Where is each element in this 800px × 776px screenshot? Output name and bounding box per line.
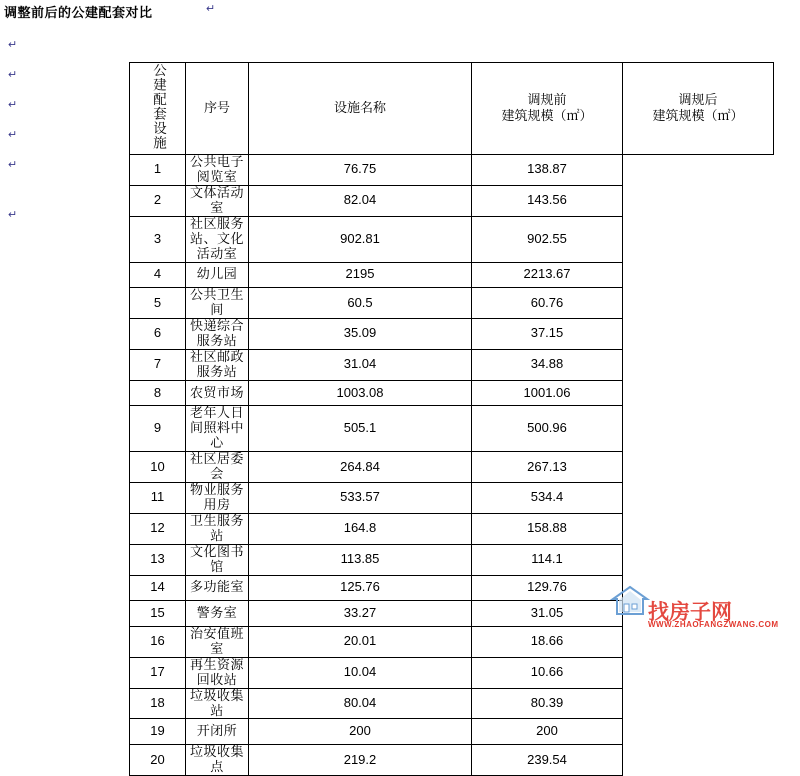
cell-name: 社区邮政服务站	[186, 349, 249, 380]
cell-name: 垃圾收集站	[186, 688, 249, 719]
cell-after: 1001.06	[472, 380, 623, 406]
cell-no: 14	[130, 575, 186, 601]
cell-no: 9	[130, 406, 186, 452]
paragraph-mark: ↵	[8, 69, 18, 81]
cell-no: 12	[130, 513, 186, 544]
cell-no: 11	[130, 483, 186, 514]
header-before-line2: 建筑规模（㎡）	[501, 108, 593, 124]
cell-no: 16	[130, 626, 186, 657]
header-after-line1: 调规后	[678, 91, 718, 107]
cell-name: 社区服务站、文化活动室	[186, 216, 249, 262]
cell-after: 31.05	[472, 601, 623, 627]
cell-after: 200	[472, 719, 623, 745]
cell-before: 80.04	[249, 688, 472, 719]
cell-before: 505.1	[249, 406, 472, 452]
header-before-line1: 调规前	[527, 91, 567, 107]
cell-name: 警务室	[186, 601, 249, 627]
table-row	[130, 544, 774, 575]
cell-no: 5	[130, 288, 186, 319]
cell-before: 200	[249, 719, 472, 745]
cell-after: 129.76	[472, 575, 623, 601]
table-row	[130, 380, 774, 406]
cell-name: 老年人日间照料中心	[186, 406, 249, 452]
cell-before: 219.2	[249, 745, 472, 776]
cell-no: 15	[130, 601, 186, 627]
cell-after: 267.13	[472, 452, 623, 483]
cell-after: 80.39	[472, 688, 623, 719]
cell-name: 物业服务用房	[186, 483, 249, 514]
cell-after: 37.15	[472, 318, 623, 349]
cell-after: 114.1	[472, 544, 623, 575]
cell-name: 多功能室	[186, 575, 249, 601]
cell-before: 35.09	[249, 318, 472, 349]
table-row	[130, 719, 774, 745]
cell-after: 534.4	[472, 483, 623, 514]
cell-after: 500.96	[472, 406, 623, 452]
cell-after: 143.56	[472, 185, 623, 216]
cell-before: 264.84	[249, 452, 472, 483]
table-row	[130, 657, 774, 688]
cell-no: 4	[130, 262, 186, 288]
cell-after: 10.66	[472, 657, 623, 688]
cell-name: 公共卫生间	[186, 288, 249, 319]
paragraph-mark: ↵	[8, 99, 18, 111]
cell-name: 农贸市场	[186, 380, 249, 406]
cell-name: 文化图书馆	[186, 544, 249, 575]
table-row	[130, 288, 774, 319]
table-row	[130, 185, 774, 216]
cell-before: 10.04	[249, 657, 472, 688]
table-row	[130, 688, 774, 719]
cell-before: 1003.08	[249, 380, 472, 406]
cell-name: 治安值班室	[186, 626, 249, 657]
header-name: 设施名称	[249, 63, 472, 155]
cell-before: 2195	[249, 262, 472, 288]
table-header	[130, 63, 774, 155]
paragraph-mark: ↵	[8, 39, 18, 51]
cell-after: 239.54	[472, 745, 623, 776]
cell-no: 18	[130, 688, 186, 719]
cell-before: 533.57	[249, 483, 472, 514]
header-no: 序号	[186, 63, 249, 155]
table-row	[130, 513, 774, 544]
header-after	[623, 63, 774, 155]
cell-before: 164.8	[249, 513, 472, 544]
cell-no: 7	[130, 349, 186, 380]
header-before	[472, 63, 623, 155]
table-row	[130, 452, 774, 483]
cell-no: 3	[130, 216, 186, 262]
cell-after: 34.88	[472, 349, 623, 380]
page-title: 调整前后的公建配套对比	[4, 5, 153, 20]
table-row	[130, 318, 774, 349]
cell-before: 60.5	[249, 288, 472, 319]
cell-name: 卫生服务站	[186, 513, 249, 544]
table-row	[130, 406, 774, 452]
table-row	[130, 601, 774, 627]
cell-after: 18.66	[472, 626, 623, 657]
cell-name: 快递综合服务站	[186, 318, 249, 349]
watermark-subtext: WWW.ZHAOFANGZWANG.COM	[648, 620, 779, 629]
cell-before: 125.76	[249, 575, 472, 601]
cell-name: 再生资源回收站	[186, 657, 249, 688]
cell-no: 17	[130, 657, 186, 688]
cell-no: 13	[130, 544, 186, 575]
paragraph-mark: ↵	[8, 209, 18, 221]
cell-no: 6	[130, 318, 186, 349]
watermark-text: 找房子网	[648, 601, 732, 624]
cell-name: 公共电子阅览室	[186, 154, 249, 185]
table-header-row	[130, 63, 774, 155]
paragraph-mark: ↵	[8, 129, 18, 141]
table-row	[130, 262, 774, 288]
row-group-label-text: 公建配套设施	[150, 63, 166, 150]
cell-before: 76.75	[249, 154, 472, 185]
paragraph-mark: ↵	[206, 3, 216, 15]
table-row	[130, 575, 774, 601]
cell-after: 2213.67	[472, 262, 623, 288]
table-body	[130, 154, 774, 775]
cell-before: 33.27	[249, 601, 472, 627]
cell-name: 开闭所	[186, 719, 249, 745]
table-row	[130, 349, 774, 380]
table-row	[130, 745, 774, 776]
cell-after: 158.88	[472, 513, 623, 544]
table-row	[130, 626, 774, 657]
cell-before: 20.01	[249, 626, 472, 657]
cell-name: 垃圾收集点	[186, 745, 249, 776]
cell-no: 8	[130, 380, 186, 406]
cell-after: 60.76	[472, 288, 623, 319]
table-row	[130, 154, 774, 185]
cell-no: 10	[130, 452, 186, 483]
cell-name: 文体活动室	[186, 185, 249, 216]
paragraph-mark: ↵	[8, 159, 18, 171]
cell-after: 138.87	[472, 154, 623, 185]
cell-before: 82.04	[249, 185, 472, 216]
table-row	[130, 483, 774, 514]
cell-before: 902.81	[249, 216, 472, 262]
cell-no: 1	[130, 154, 186, 185]
cell-before: 31.04	[249, 349, 472, 380]
cell-before: 113.85	[249, 544, 472, 575]
cell-name: 社区居委会	[186, 452, 249, 483]
table-row	[130, 216, 774, 262]
cell-no: 2	[130, 185, 186, 216]
row-group-label	[130, 63, 186, 155]
comparison-table-wrapper	[129, 62, 774, 776]
header-after-line2: 建筑规模（㎡）	[652, 108, 744, 124]
comparison-table	[129, 62, 774, 776]
cell-no: 19	[130, 719, 186, 745]
cell-no: 20	[130, 745, 186, 776]
cell-name: 幼儿园	[186, 262, 249, 288]
cell-after: 902.55	[472, 216, 623, 262]
